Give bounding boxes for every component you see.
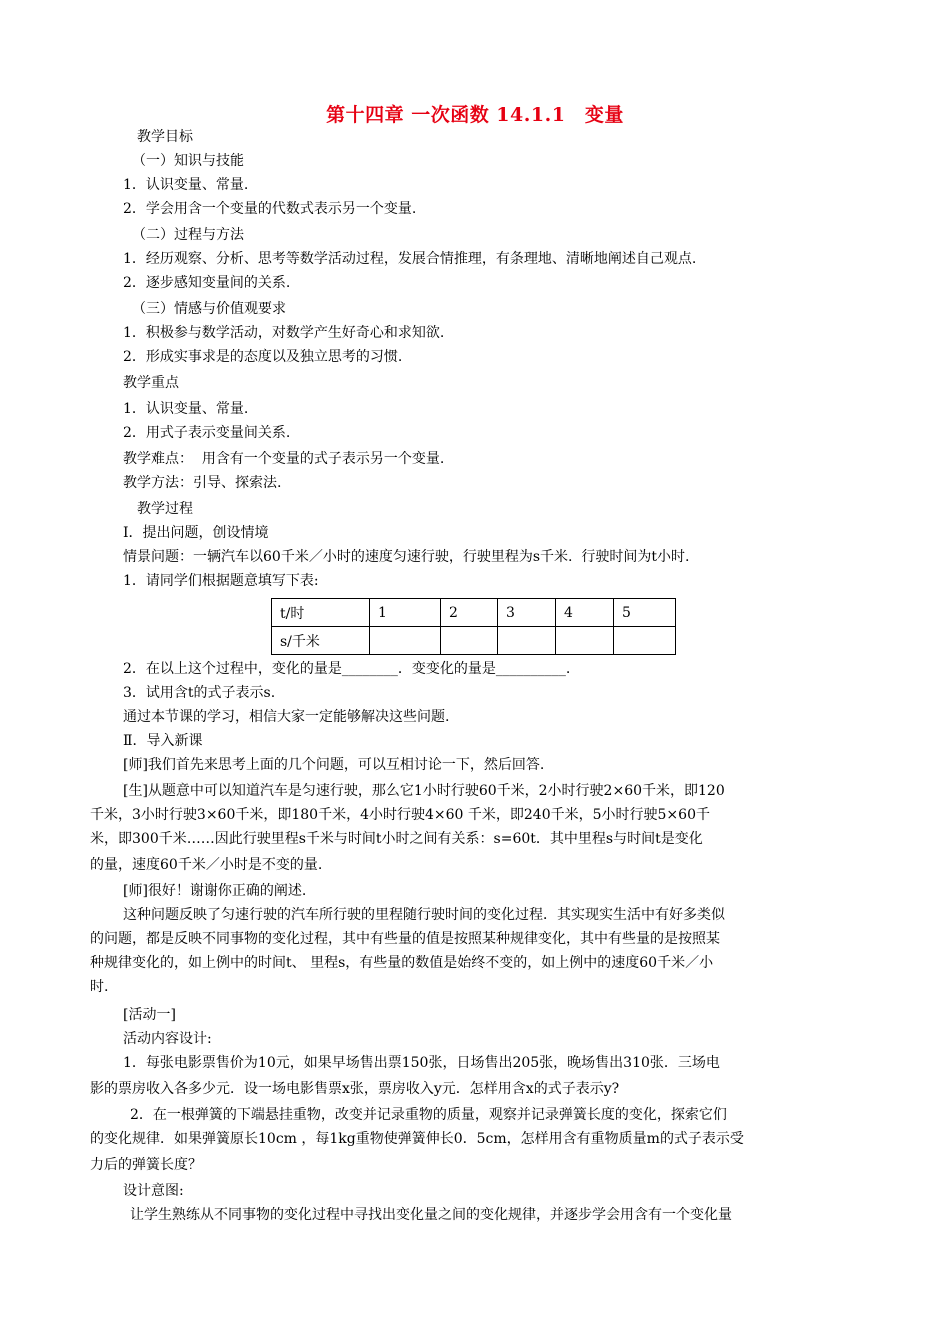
text-line: 1．请同学们根据题意填写下表: bbox=[123, 573, 319, 589]
text-line: [师]很好！谢谢你正确的阐述. bbox=[123, 883, 307, 899]
text-line: 教学过程 bbox=[137, 501, 193, 517]
text-line: 教学方法：引导、探索法. bbox=[123, 475, 282, 491]
text-line: 1．经历观察、分析、思考等数学活动过程，发展合情推理，有条理地、清晰地阐述自己观点. bbox=[123, 251, 697, 267]
page-title: 第十四章 一次函数 14.1.1 变量 bbox=[326, 104, 624, 126]
text-line: 米，即300千米……因此行驶里程s千米与时间t小时之间有关系：s=60t．其中里程s与时间t是变化 bbox=[90, 831, 703, 847]
text-line: 2．在以上这个过程中，变化的量是________．变变化的量是__________. bbox=[123, 661, 571, 677]
table-cell bbox=[556, 627, 614, 655]
text-line: 千米，3小时行驶3×60千米，即180千米，4小时行驶4×60 千米，即240千米，5小时行驶5×60千 bbox=[90, 807, 710, 823]
text-line: 影的票房收入各多少元．设一场电影售票x张，票房收入y元．怎样用含x的式子表示y? bbox=[90, 1081, 620, 1097]
table-cell bbox=[614, 627, 676, 655]
table-row bbox=[272, 627, 676, 655]
text-line: 教学重点 bbox=[123, 375, 179, 391]
text-line: （一）知识与技能 bbox=[132, 153, 244, 169]
text-line: 活动内容设计: bbox=[123, 1031, 212, 1047]
table-cell bbox=[441, 627, 498, 655]
text-line: 2．逐步感知变量间的关系. bbox=[123, 275, 291, 291]
text-line: 2．在一根弹簧的下端悬挂重物，改变并记录重物的质量，观察并记录弹簧长度的变化，探索它们 bbox=[130, 1107, 727, 1123]
text-line: 1．认识变量、常量. bbox=[123, 177, 249, 193]
text-line: Ⅰ．提出问题，创设情境 bbox=[123, 525, 269, 541]
table-cell bbox=[370, 627, 441, 655]
text-line: 的问题，都是反映不同事物的变化过程，其中有些量的值是按照某种规律变化，其中有些量的是按照某 bbox=[90, 931, 720, 947]
text-line: （二）过程与方法 bbox=[132, 227, 244, 243]
text-line: （三）情感与价值观要求 bbox=[132, 301, 286, 317]
text-line: 2．学会用含一个变量的代数式表示另一个变量. bbox=[123, 201, 417, 217]
table-cell: 3 bbox=[498, 599, 556, 627]
text-line: 教学目标 bbox=[137, 129, 193, 145]
text-line: 力后的弹簧长度？ bbox=[90, 1157, 202, 1173]
text-line: 这种问题反映了匀速行驶的汽车所行驶的里程随行驶时间的变化过程．其实现实生活中有好多类似 bbox=[123, 907, 725, 923]
data-table bbox=[271, 598, 676, 655]
table-cell: 5 bbox=[614, 599, 676, 627]
text-line: 设计意图: bbox=[123, 1183, 184, 1199]
text-line: 1．积极参与数学活动，对数学产生好奇心和求知欲. bbox=[123, 325, 445, 341]
text-line: Ⅱ．导入新课 bbox=[123, 733, 203, 749]
table-cell: 2 bbox=[441, 599, 498, 627]
text-line: 的量，速度60千米／小时是不变的量. bbox=[90, 857, 323, 873]
table-cell: t/时 bbox=[272, 599, 370, 627]
text-line: [师]我们首先来思考上面的几个问题，可以互相讨论一下，然后回答. bbox=[123, 757, 545, 773]
text-line: 2．用式子表示变量间关系. bbox=[123, 425, 291, 441]
table-row bbox=[272, 599, 676, 627]
text-line: 3．试用含t的式子表示s. bbox=[123, 685, 276, 701]
table-cell: s/千米 bbox=[272, 627, 370, 655]
text-line: 1．认识变量、常量. bbox=[123, 401, 249, 417]
text-line: 通过本节课的学习，相信大家一定能够解决这些问题. bbox=[123, 709, 450, 725]
text-line: 2．形成实事求是的态度以及独立思考的习惯. bbox=[123, 349, 403, 365]
text-line: [活动一] bbox=[123, 1007, 176, 1023]
table-cell: 1 bbox=[370, 599, 441, 627]
text-line: 的变化规律．如果弹簧原长10cm ，每1kg重物使弹簧伸长0．5cm，怎样用含有重物质量m的式子表示受 bbox=[90, 1131, 744, 1147]
text-line: 1．每张电影票售价为10元，如果早场售出票150张，日场售出205张，晚场售出310张．三场电 bbox=[123, 1055, 720, 1071]
text-line: 让学生熟练从不同事物的变化过程中寻找出变化量之间的变化规律，并逐步学会用含有一个变化量 bbox=[130, 1207, 732, 1223]
table-cell bbox=[498, 627, 556, 655]
text-line: 情景问题：一辆汽车以60千米／小时的速度匀速行驶，行驶里程为s千米. 行驶时间为t小时. bbox=[123, 549, 690, 565]
text-line: [生]从题意中可以知道汽车是匀速行驶，那么它1小时行驶60千米，2小时行驶2×60千米，即120 bbox=[123, 783, 725, 799]
text-line: 时. bbox=[90, 979, 109, 995]
text-line: 教学难点： 用含有一个变量的式子表示另一个变量. bbox=[123, 451, 445, 467]
text-line: 种规律变化的，如上例中的时间t、 里程s，有些量的数值是始终不变的，如上例中的速度60千米／小 bbox=[90, 955, 714, 971]
table-cell: 4 bbox=[556, 599, 614, 627]
